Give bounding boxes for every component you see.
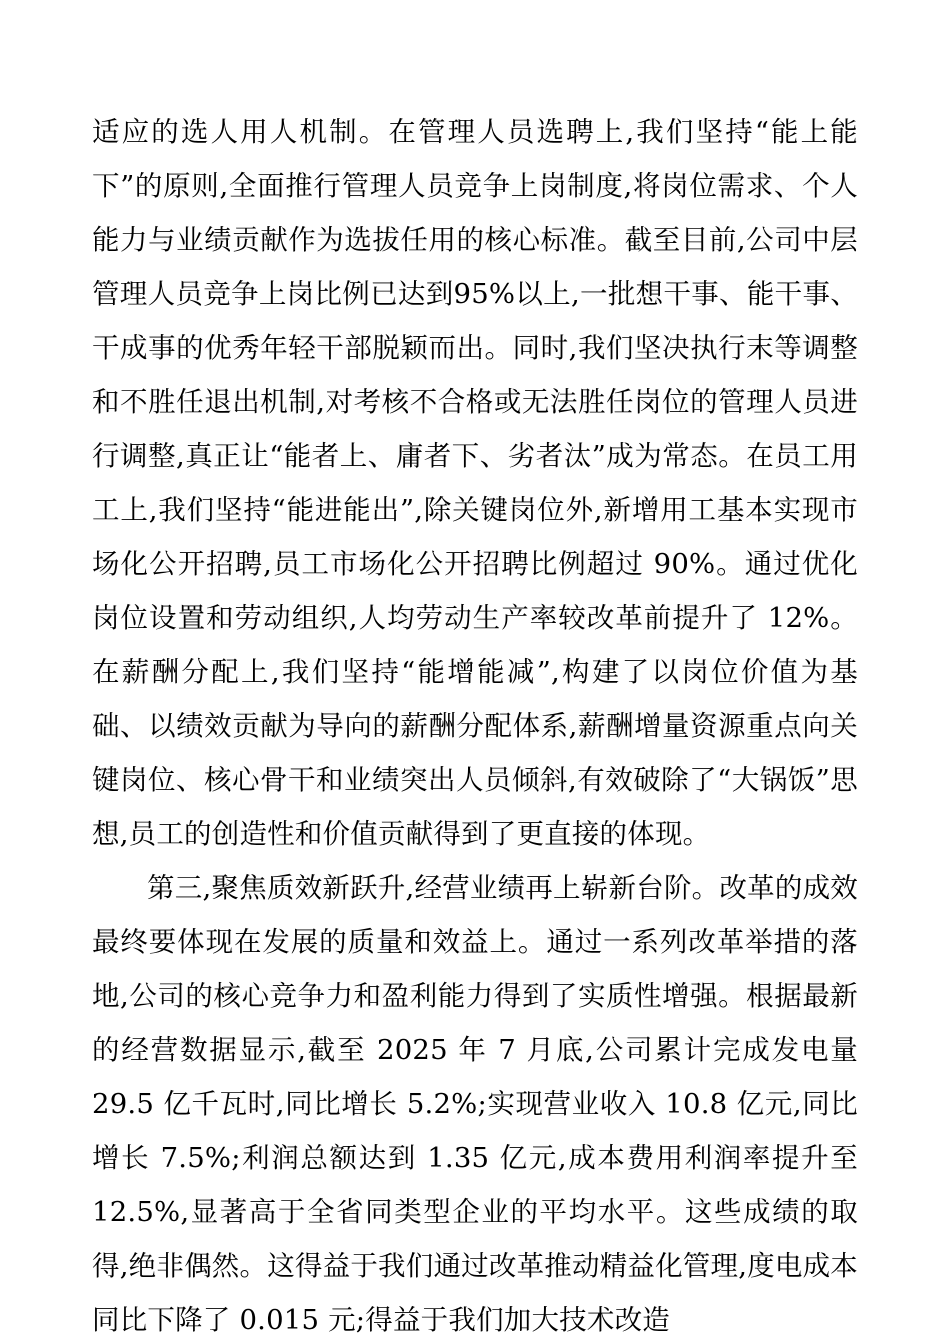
paragraph-1: 适应的选人用人机制。在管理人员选聘上,我们坚持“能上能下”的原则,全面推行管理人员竞争上岗制度,将岗位需求、个人能力与业绩贡献作为选拔任用的核心标准。截至目前,公司中层管理人员竞争上岗比例已达到95%以上,一批想干事、能干事、干成事的优秀年轻干部脱颖而出。同时,我们坚决执行末等调整和不胜任退出机制,对考核不合格或无法胜任岗位的管理人员进行调整,真正让“能者上、庸者下、劣者汰”成为常态。在员工用工上,我们坚持“能进能出”,除关键岗位外,新增用工基本实现市场化公开招聘,员工市场化公开招聘比例超过 90%。通过优化岗位设置和劳动组织,人均劳动生产率较改革前提升了 12%。在薪酬分配上,我们坚持“能增能减”,构建了以岗位价值为基础、以绩效贡献为导向的薪酬分配体系,薪酬增量资源重点向关键岗位、核心骨干和业绩突出人员倾斜,有效破除了“大锅饭”思想,员工的创造性和价值贡献得到了更直接的体现。	[92, 116, 858, 850]
document-body	[92, 105, 858, 1344]
paragraph-2: 第三,聚焦质效新跃升,经营业绩再上崭新台阶。改革的成效最终要体现在发展的质量和效益上。通过一系列改革举措的落地,公司的核心竞争力和盈利能力得到了实质性增强。根据最新的经营数据显示,截至 2025 年 7 月底,公司累计完成发电量 29.5 亿千瓦时,同比增长 5.2%;实现营业收入 10.8 亿元,同比增长 7.5%;利润总额达到 1.35 亿元,成本费用利润率提升至 12.5%,显著高于全省同类型企业的平均水平。这些成绩的取得,绝非偶然。这得益于我们通过改革推动精益化管理,度电成本同比下降了 0.015 元;得益于我们加大技术改造	[92, 872, 858, 1336]
